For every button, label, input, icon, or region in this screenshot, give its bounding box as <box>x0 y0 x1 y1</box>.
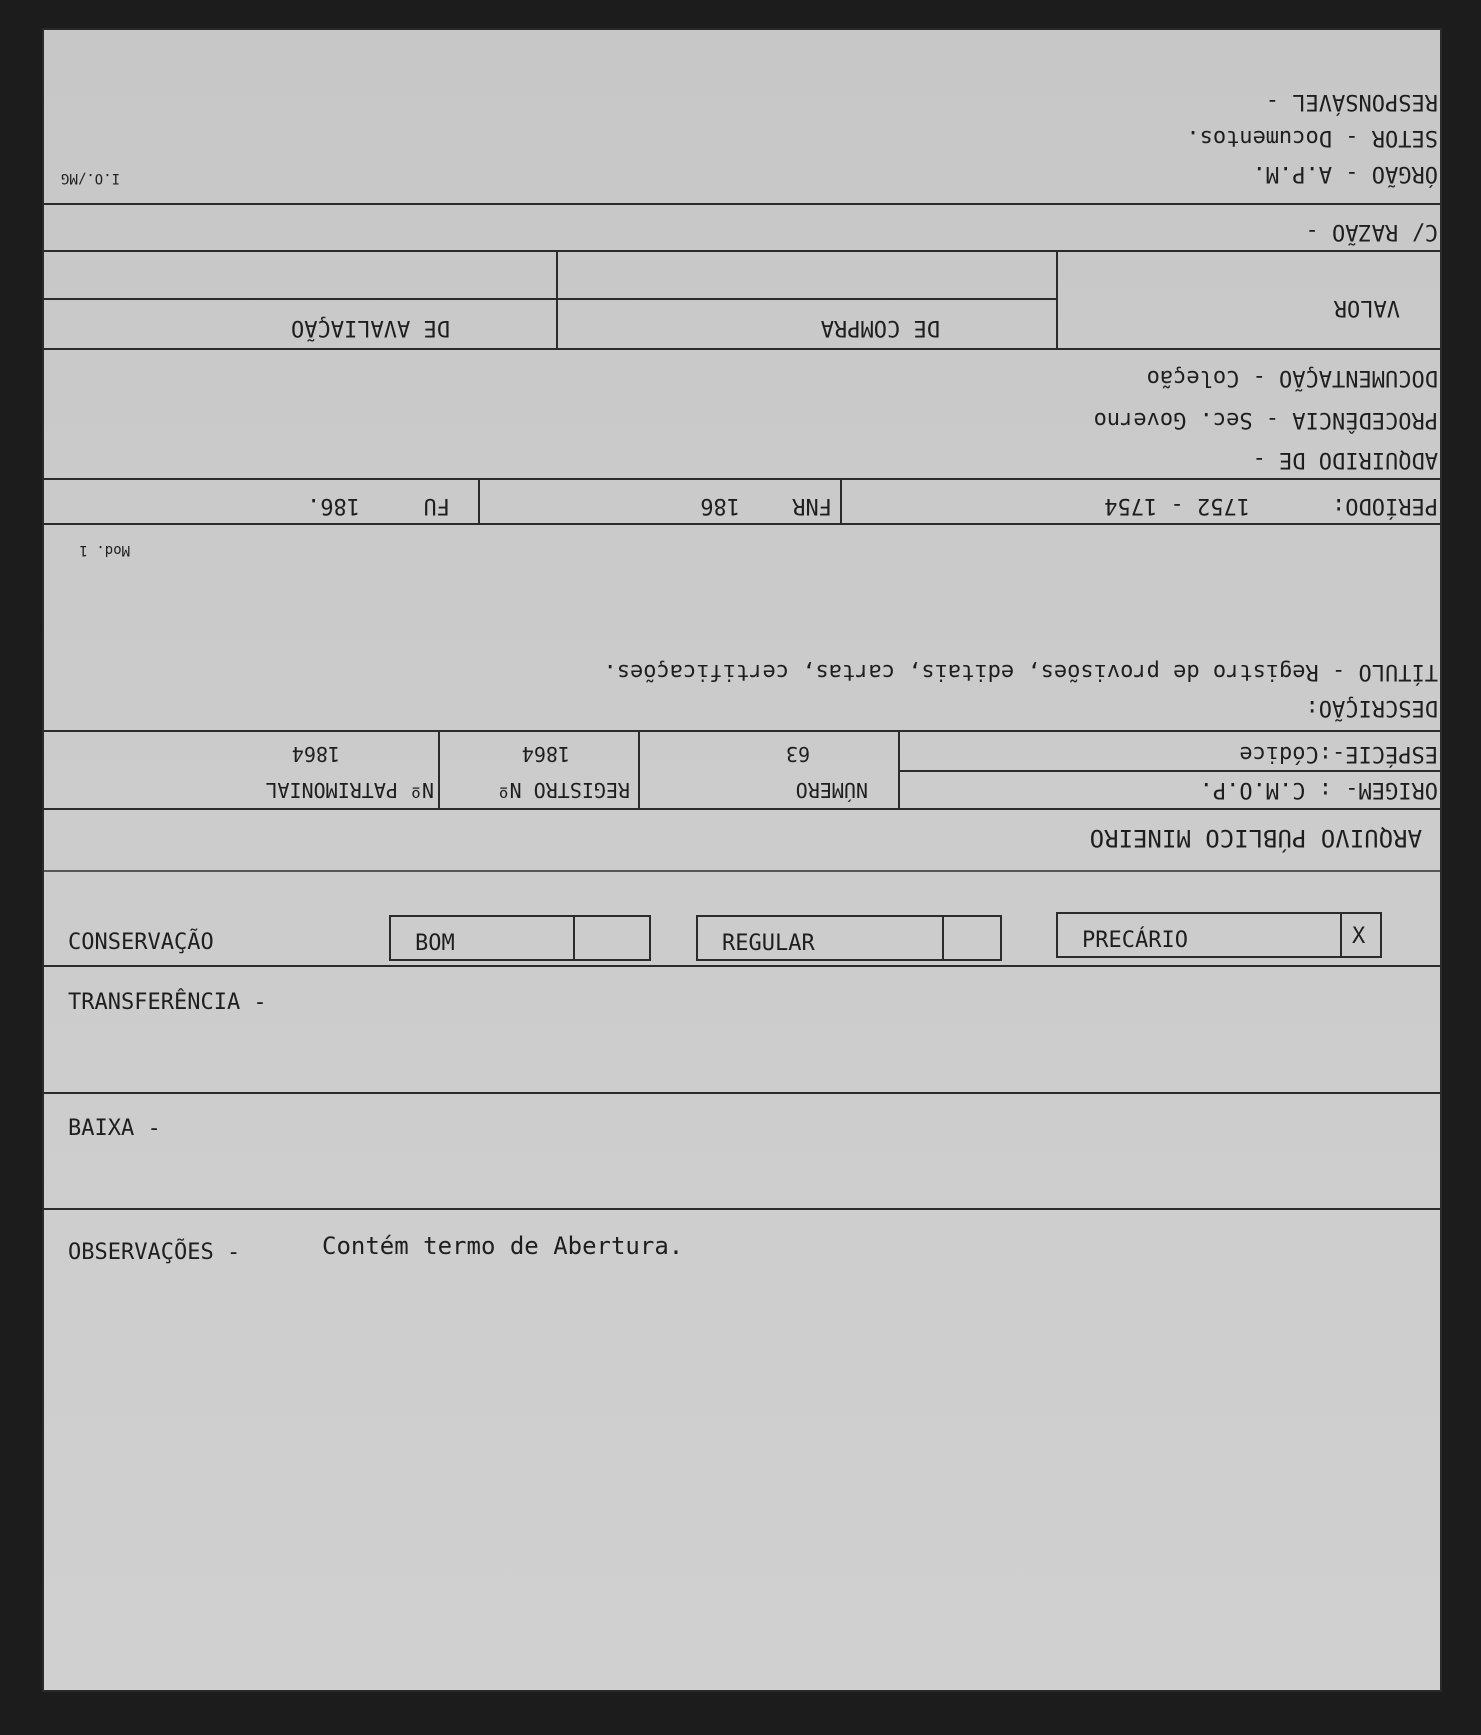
origem-field: ORIGEM- : C.M.O.P. <box>1199 777 1438 802</box>
precario-checkbox <box>1056 912 1382 958</box>
institution-title: ARQUIVO PÚBLICO MINEIRO <box>1089 824 1422 852</box>
valor-compra: DE COMPRA <box>820 315 940 340</box>
regular-label: REGULAR <box>722 931 815 956</box>
fu-value: 186. <box>307 493 360 518</box>
fnr-value: 186 <box>700 493 740 518</box>
orgao-field: ÓRGÃO - A.P.M. <box>1252 161 1438 186</box>
valor-label: VALOR <box>1333 295 1400 320</box>
bom-label: BOM <box>415 931 455 956</box>
catalog-card <box>44 30 1440 1690</box>
fu-label: FU <box>423 493 450 518</box>
precario-mark: X <box>1352 924 1366 949</box>
fnr-label: FNR <box>792 493 832 518</box>
inverted-header-section <box>44 30 1440 870</box>
precario-mark-cell <box>1340 914 1380 956</box>
baixa-label: BAIXA - <box>68 1116 161 1141</box>
bom-mark-cell <box>573 917 649 959</box>
adquirido-field: ADQUIRIDO DE - <box>1252 447 1438 472</box>
registro-label: REGISTRO Nº <box>497 778 630 802</box>
procedencia-field: PROCEDÊNCIA - Sec. Governo <box>1093 407 1438 432</box>
numero-label: NÚMERO <box>795 778 868 802</box>
regular-mark-cell <box>942 917 1000 959</box>
patrimonial-label: Nº PATRIMONIAL <box>265 778 434 802</box>
numero-value: 63 <box>785 742 810 766</box>
transferencia-label: TRANSFERÊNCIA - <box>68 990 267 1015</box>
documentacao-field: DOCUMENTAÇÃO - Coleção <box>1146 365 1438 390</box>
descricao-label: DESCRIÇÃO: <box>1305 695 1438 720</box>
responsavel-field: RESPONSÁVEL - <box>1265 89 1438 114</box>
conservation-section <box>44 870 1440 1690</box>
registro-value: 1864 <box>521 742 570 766</box>
conservacao-label: CONSERVAÇÃO <box>68 930 214 955</box>
periodo-label: PERÍODO: <box>1332 493 1438 518</box>
regular-checkbox <box>696 915 1002 961</box>
patrimonial-value: 1864 <box>291 742 340 766</box>
observacoes-value: Contém termo de Abertura. <box>322 1232 684 1260</box>
c-razao-field: C/ RAZÃO - <box>1305 219 1438 244</box>
setor-field: SETOR - Documentos. <box>1186 125 1438 150</box>
periodo-value: 1752 - 1754 <box>1104 493 1250 518</box>
precario-label: PRECÁRIO <box>1082 928 1188 953</box>
valor-avaliacao: DE AVALIAÇÃO <box>291 315 450 340</box>
especie-field: ESPÉCIE-:Códice <box>1239 741 1438 766</box>
ref-code: I.O./MG <box>60 170 120 186</box>
titulo-field: TÍTULO - Registro de provisões, editais, cartas, certificações. <box>603 659 1438 684</box>
model-number: Mod. 1 <box>79 542 130 558</box>
bom-checkbox <box>389 915 651 961</box>
observacoes-label: OBSERVAÇÕES - <box>68 1240 241 1265</box>
